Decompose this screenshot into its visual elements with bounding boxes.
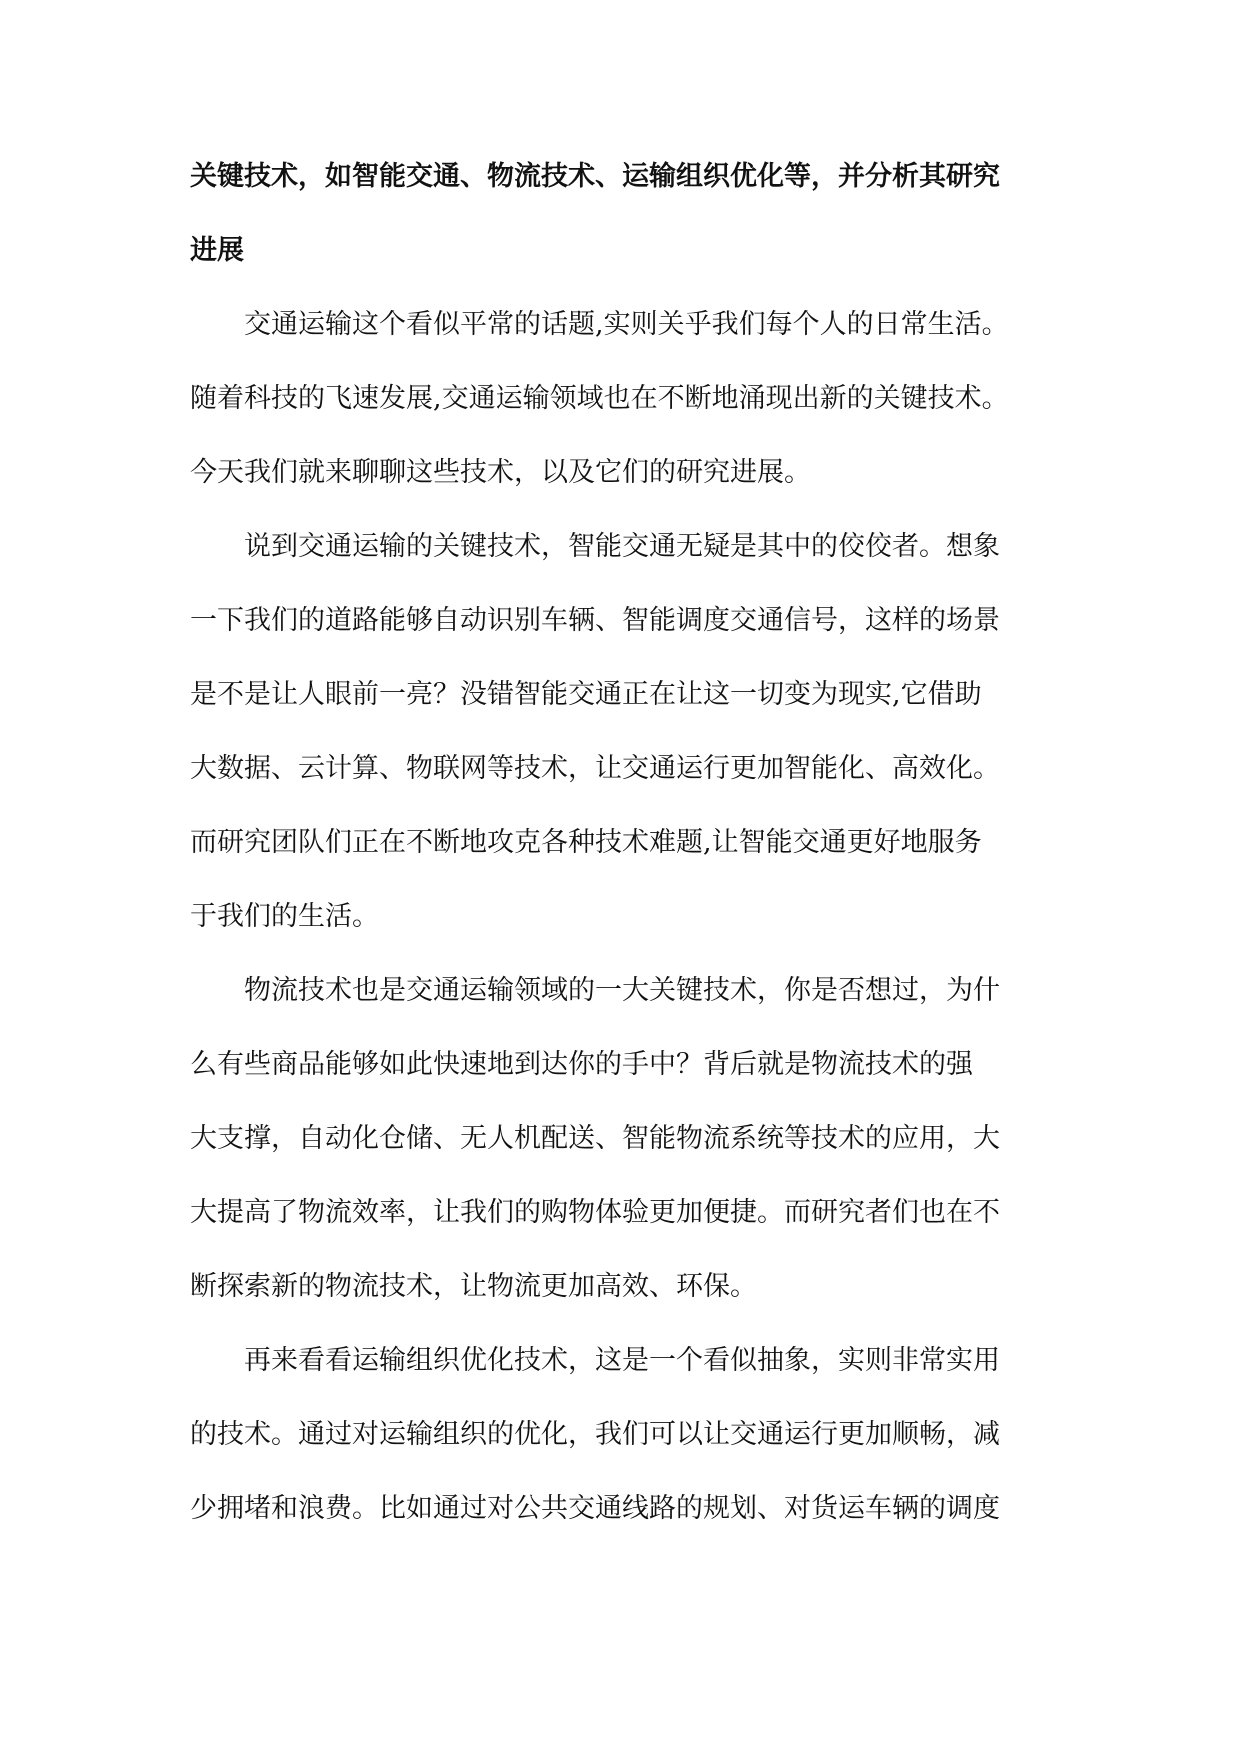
text-line: 大提高了物流效率，让我们的购物体验更加便捷。而研究者们也在不	[190, 1197, 1000, 1228]
text-line: 今天我们就来聊聊这些技术，以及它们的研究进展。	[190, 457, 811, 488]
paragraph-logistics	[190, 954, 1052, 1324]
title-line: 关键技术，如智能交通、物流技术、运输组织优化等，并分析其研究	[190, 161, 1000, 192]
paragraph-intelligent-transport	[190, 510, 1052, 954]
text-line: 交通运输这个看似平常的话题,实则关乎我们每个人的日常生活。	[244, 309, 1009, 340]
text-line: 说到交通运输的关键技术，智能交通无疑是其中的佼佼者。想象	[244, 531, 1000, 562]
text-line: 物流技术也是交通运输领域的一大关键技术，你是否想过，为什	[244, 975, 1000, 1006]
document-body	[190, 140, 1052, 1546]
text-line: 断探索新的物流技术，让物流更加高效、环保。	[190, 1271, 757, 1302]
text-line: 再来看看运输组织优化技术，这是一个看似抽象，实则非常实用	[244, 1345, 1000, 1376]
paragraph-intro	[190, 288, 1052, 510]
text-line: 大支撑，自动化仓储、无人机配送、智能物流系统等技术的应用，大	[190, 1123, 1000, 1154]
paragraph-transport-organization	[190, 1324, 1052, 1546]
text-line: 大数据、云计算、物联网等技术，让交通运行更加智能化、高效化。	[190, 753, 1000, 784]
text-line: 少拥堵和浪费。比如通过对公共交通线路的规划、对货运车辆的调度	[190, 1493, 1000, 1524]
text-line: 的技术。通过对运输组织的优化，我们可以让交通运行更加顺畅，减	[190, 1419, 1000, 1450]
text-line: 一下我们的道路能够自动识别车辆、智能调度交通信号，这样的场景	[190, 605, 1000, 636]
text-line: 是不是让人眼前一亮？没错智能交通正在让这一切变为现实,它借助	[190, 679, 982, 710]
text-line: 而研究团队们正在不断地攻克各种技术难题,让智能交通更好地服务	[190, 827, 982, 858]
text-line: 么有些商品能够如此快速地到达你的手中？背后就是物流技术的强	[190, 1049, 973, 1080]
title-line: 进展	[190, 235, 244, 266]
text-line: 于我们的生活。	[190, 901, 379, 932]
document-title	[190, 140, 1052, 288]
text-line: 随着科技的飞速发展,交通运输领域也在不断地涌现出新的关键技术。	[190, 383, 1009, 414]
